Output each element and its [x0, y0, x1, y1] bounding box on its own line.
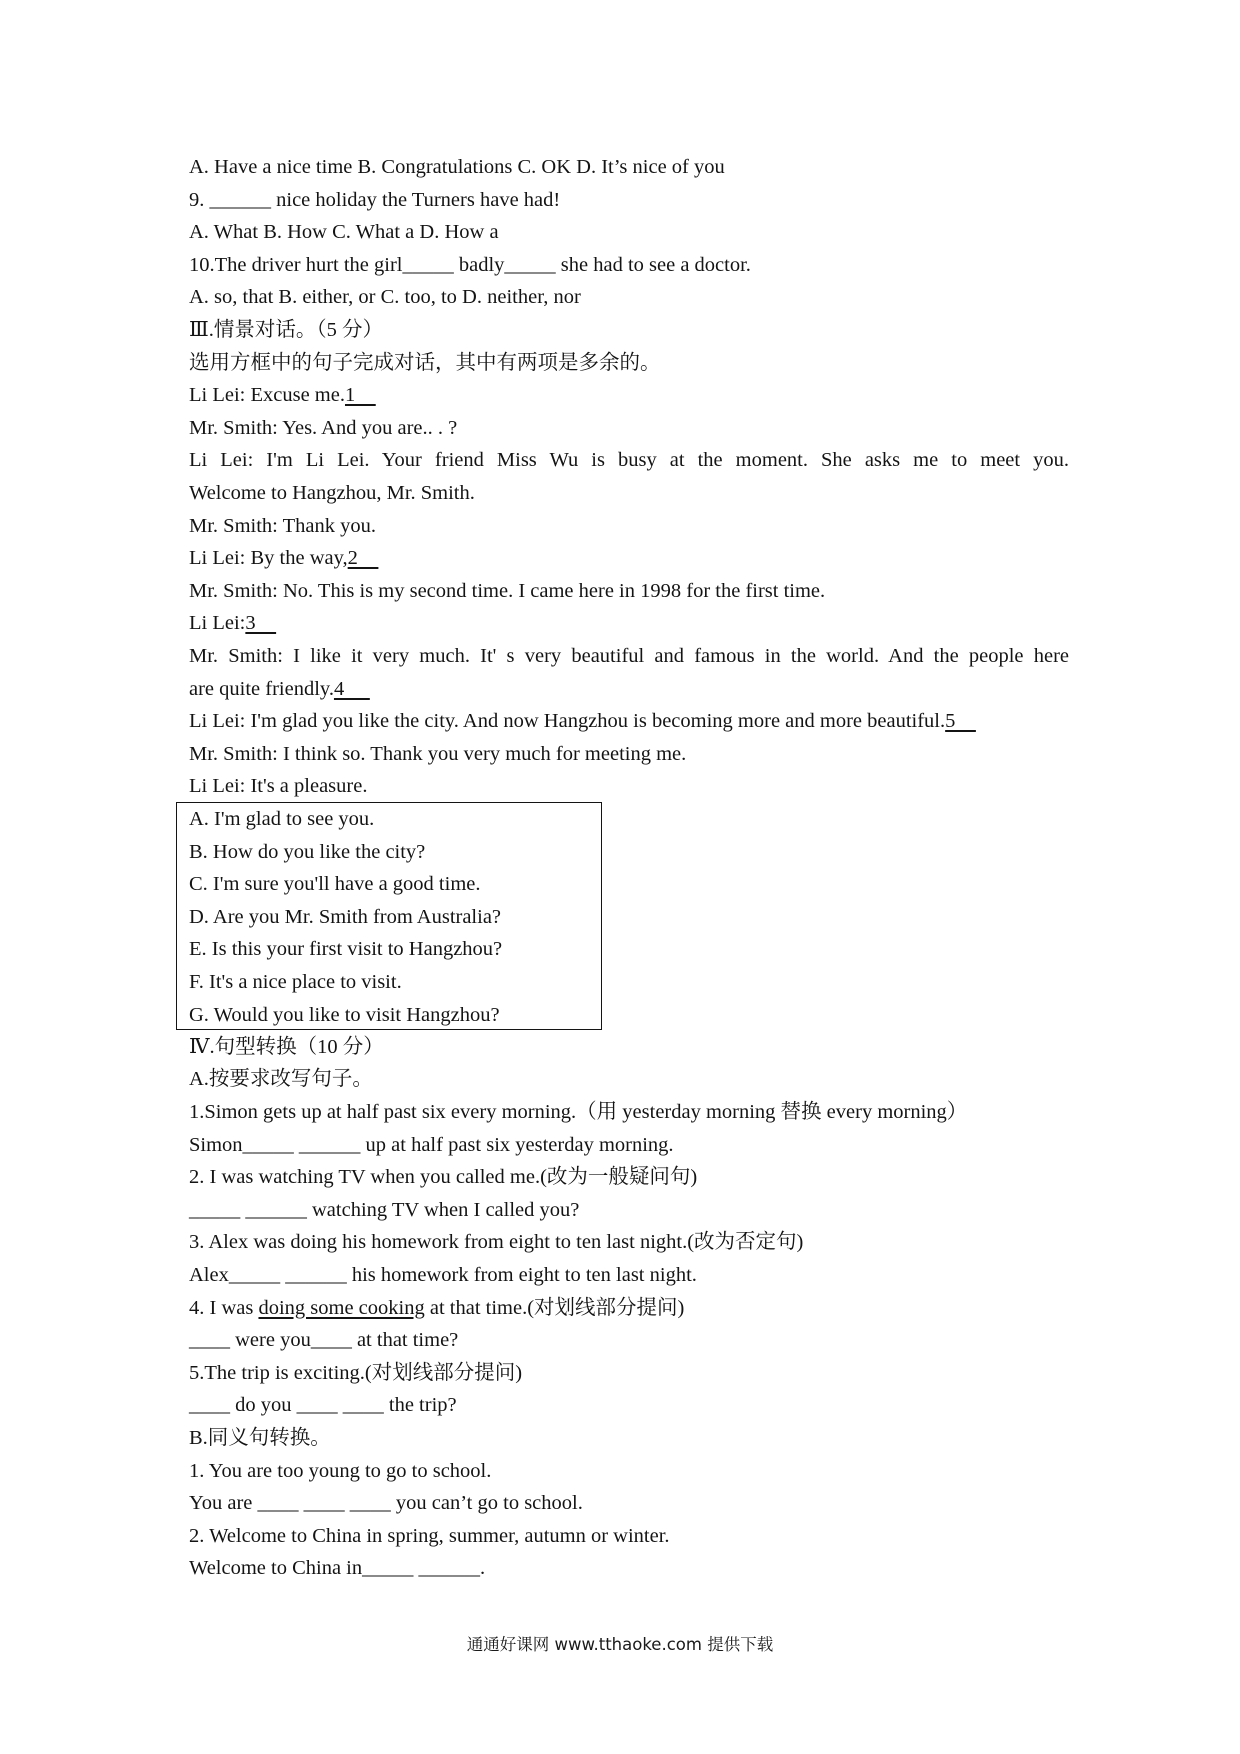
dialog-line: Mr. Smith: I think so. Thank you very much for meeting me. — [189, 742, 687, 765]
rewrite-question-2: 2. I was watching TV when you called me.(改为一般疑问句) — [189, 1166, 698, 1189]
option-f: F. It's a nice place to visit. — [189, 970, 402, 993]
underlined-phrase: doing some cooking — [258, 1296, 425, 1319]
option-a: A. I'm glad to see you. — [189, 808, 375, 830]
dialog-line: Mr. Smith: Thank you. — [189, 514, 376, 537]
dialog-line: Mr. Smith: Yes. And you are.. . ? — [189, 416, 458, 439]
option-g: G. Would you like to visit Hangzhou? — [189, 1003, 500, 1026]
section-4a-title: A.按要求改写句子。 — [189, 1068, 373, 1091]
rewrite-answer-4: ____ were you____ at that time? — [189, 1329, 459, 1352]
dialog-line: Welcome to Hangzhou, Mr. Smith. — [189, 481, 475, 504]
dialog-line: Li Lei: I'm glad you like the city. And now Hangzhou is becoming more and more beautiful.5 — [189, 710, 976, 733]
synonym-question-2: 2. Welcome to China in spring, summer, autumn or winter. — [189, 1524, 670, 1547]
dialog-line: Mr. Smith: No. This is my second time. I came here in 1998 for the first time. — [189, 579, 826, 602]
dialog-line: are quite friendly.4 — [189, 677, 370, 700]
q8-options: A. Have a nice time B. Congratulations C. OK D. It’s nice of you — [189, 156, 725, 178]
option-b: B. How do you like the city? — [189, 840, 426, 863]
option-e: E. Is this your first visit to Hangzhou? — [189, 938, 503, 961]
question-9: 9. ______ nice holiday the Turners have had! — [189, 188, 561, 211]
blank-2: 2 — [347, 547, 379, 570]
page-footer: 通通好课网 www.tthaoke.com 提供下载 — [466, 1635, 774, 1654]
rewrite-question-5: 5.The trip is exciting.(对划线部分提问) — [189, 1361, 523, 1384]
section-4b-title: B.同义句转换。 — [189, 1427, 331, 1449]
blank-3: 3 — [245, 612, 277, 635]
blank-5: 5 — [945, 710, 976, 733]
rewrite-answer-2: _____ ______ watching TV when I called you? — [189, 1198, 580, 1221]
option-d: D. Are you Mr. Smith from Australia? — [189, 905, 502, 928]
synonym-answer-2: Welcome to China in_____ ______. — [189, 1557, 486, 1580]
dialog-line: Li Lei: Excuse me.1 — [189, 384, 376, 407]
q10-options: A. so, that B. either, or C. too, to D. neither, nor — [189, 286, 581, 309]
options-box — [176, 802, 602, 1030]
dialog-line: Li Lei:3 — [189, 612, 277, 635]
rewrite-question-3: 3. Alex was doing his homework from eight to ten last night.(改为否定句) — [189, 1231, 804, 1254]
dialog-line: Li Lei: I'm Li Lei. Your friend Miss Wu is busy at the moment. She asks me to meet you. — [189, 449, 1069, 472]
dialog-line: Mr. Smith: I like it very much. It' s very beautiful and famous in the world. And the people here — [189, 644, 1069, 667]
question-10: 10.The driver hurt the girl_____ badly_____ she had to see a doctor. — [189, 253, 751, 276]
synonym-question-1: 1. You are too young to go to school. — [189, 1459, 492, 1482]
blank-4: 4 — [333, 677, 370, 700]
dialog-line: Li Lei: By the way,2 — [189, 547, 379, 570]
q9-options: A. What B. How C. What a D. How a — [189, 221, 499, 244]
rewrite-question-1: 1.Simon gets up at half past six every morning.（用 yesterday morning 替换 every morning） — [189, 1101, 968, 1124]
blank-1: 1 — [344, 384, 376, 407]
option-c: C. I'm sure you'll have a good time. — [189, 873, 481, 896]
rewrite-question-4: 4. I was doing some cooking at that time.(对划线部分提问) — [189, 1296, 685, 1319]
section-3-instruction: 选用方框中的句子完成对话，其中有两项是多余的。 — [189, 351, 661, 374]
rewrite-answer-1: Simon_____ ______ up at half past six yesterday morning. — [189, 1133, 674, 1156]
section-3-title: Ⅲ.情景对话。（5 分） — [189, 318, 384, 341]
rewrite-answer-3: Alex_____ ______ his homework from eight to ten last night. — [189, 1264, 697, 1287]
dialog-line: Li Lei: It's a pleasure. — [189, 775, 368, 798]
section-4-title: Ⅳ.句型转换（10 分） — [189, 1035, 384, 1058]
synonym-answer-1: You are ____ ____ ____ you can’t go to school. — [189, 1492, 583, 1515]
rewrite-answer-5: ____ do you ____ ____ the trip? — [189, 1394, 457, 1417]
